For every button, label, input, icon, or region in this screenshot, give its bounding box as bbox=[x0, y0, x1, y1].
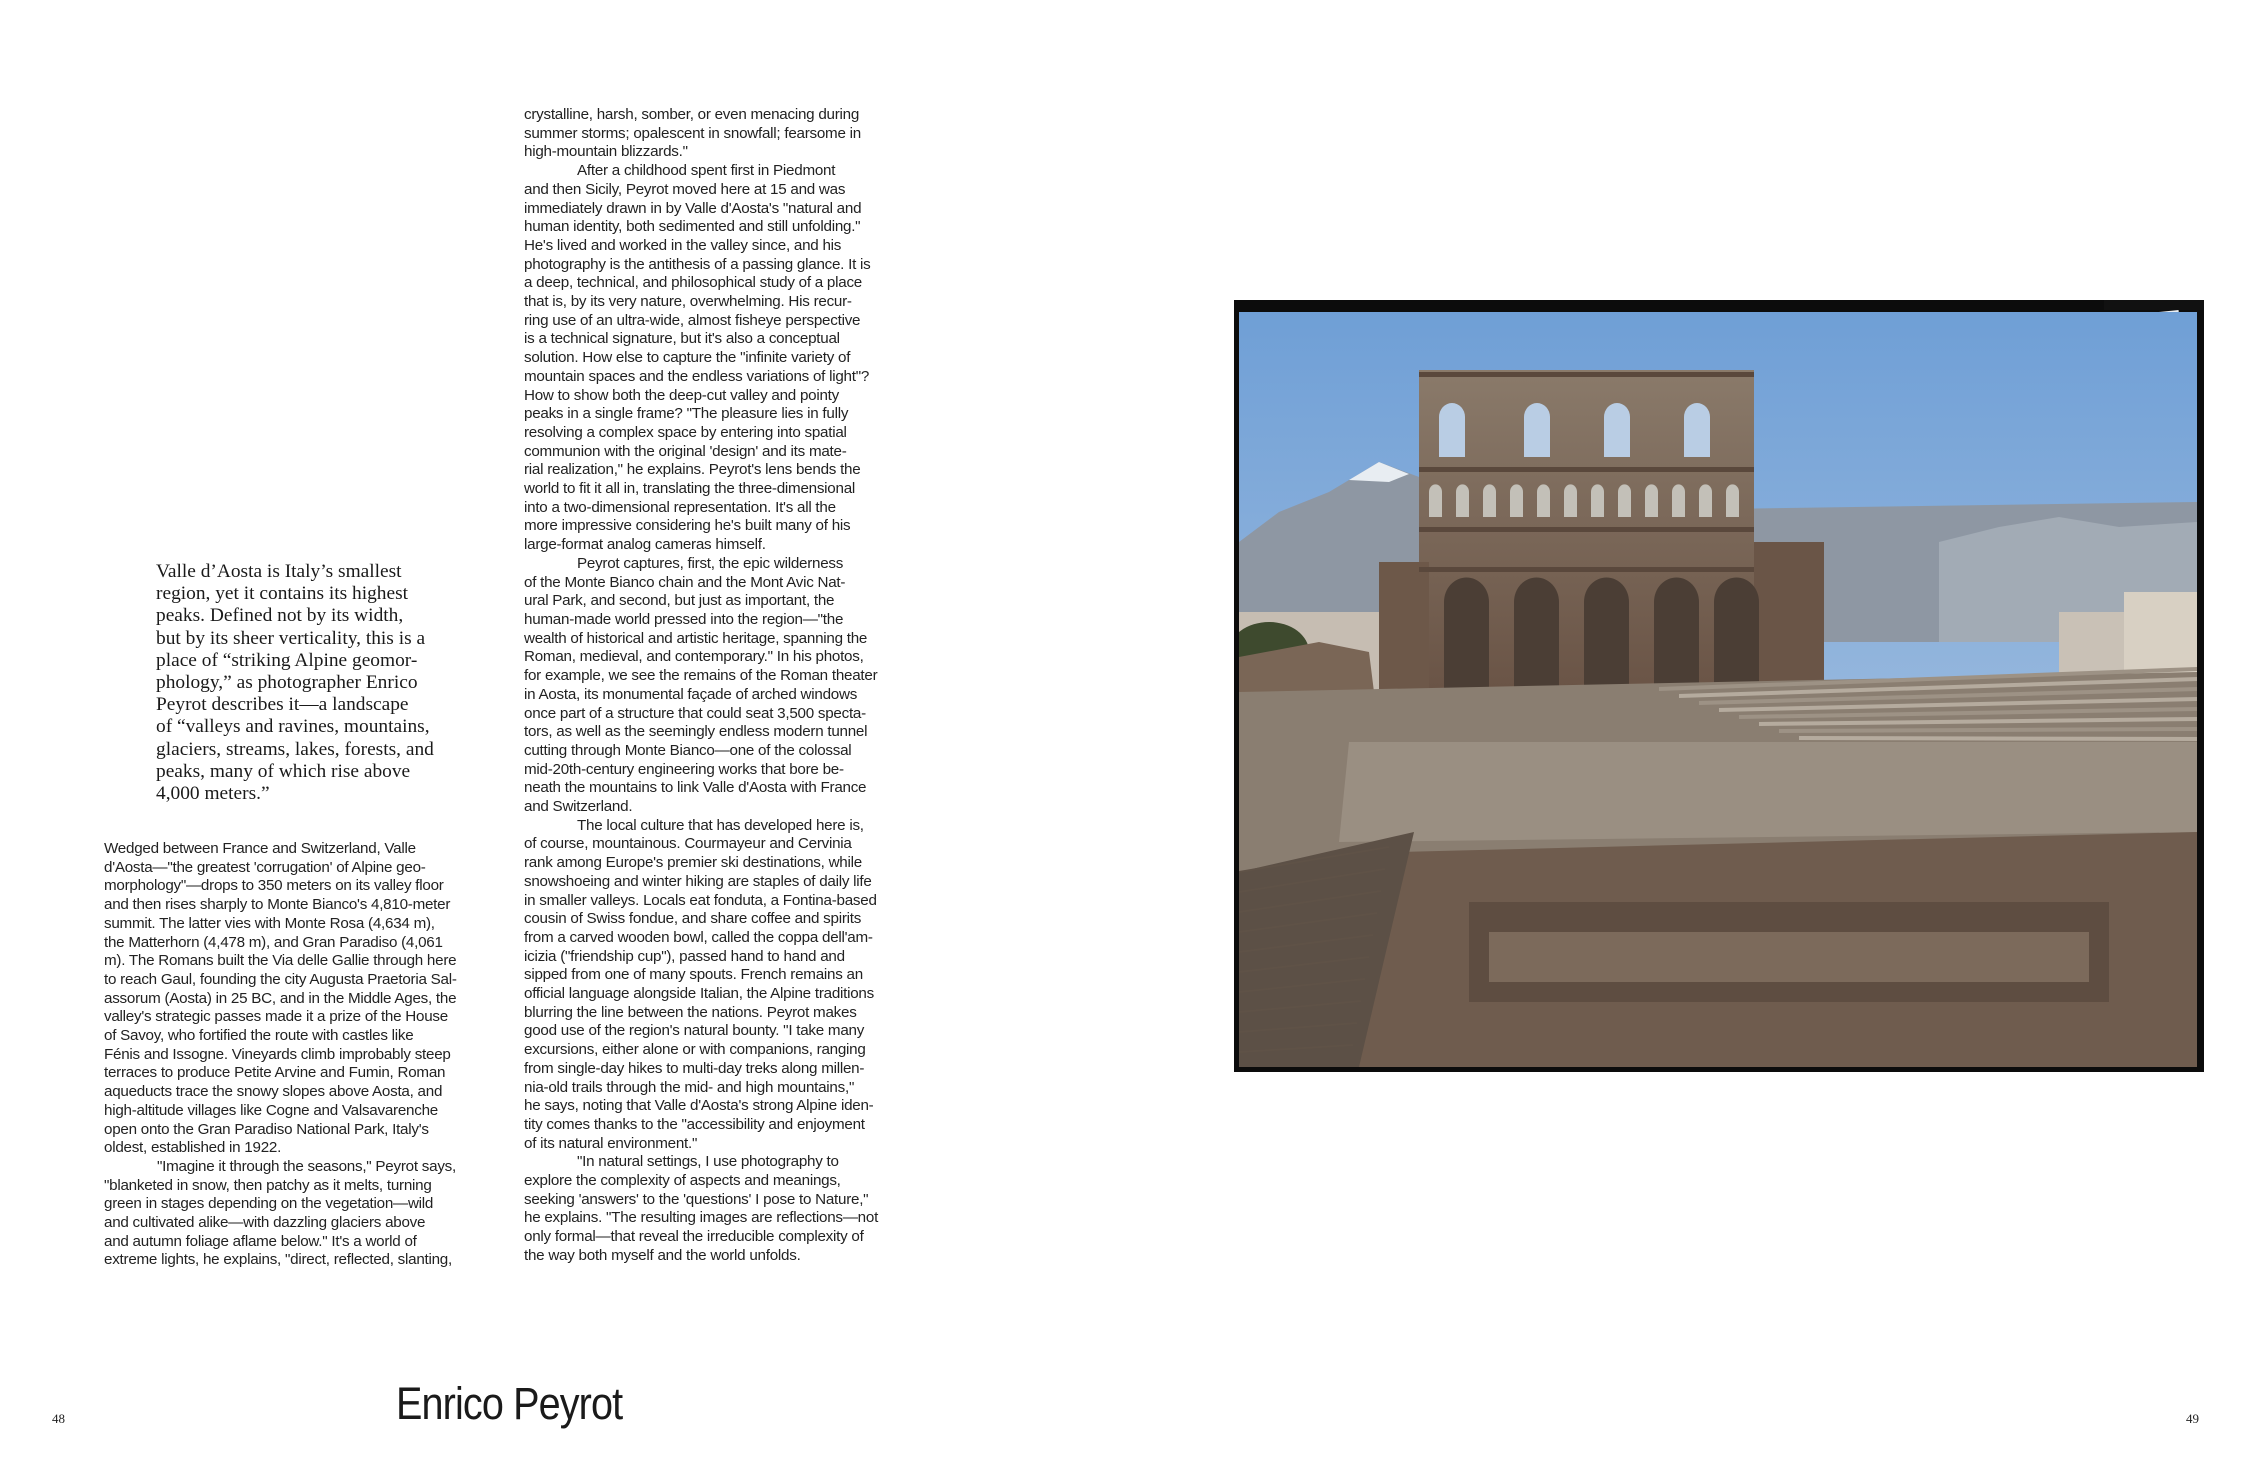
lower-arch-window bbox=[1591, 484, 1604, 517]
body-text-line: "blanketed in snow, then patchy as it melts, turning bbox=[104, 1176, 432, 1194]
body-text-line: Peyrot captures, first, the epic wilderness bbox=[577, 554, 844, 572]
pull-quote-line: peaks, many of which rise above bbox=[156, 760, 411, 782]
body-text-line: tity comes thanks to the "accessibility and enjoyment bbox=[524, 1115, 865, 1133]
body-text-line: large-format analog cameras himself. bbox=[524, 536, 766, 554]
body-text-line: "In natural settings, I use photography to bbox=[577, 1153, 839, 1171]
body-text-line: green in stages depending on the vegetation—wild bbox=[104, 1195, 434, 1213]
body-text-line: and then Sicily, Peyrot moved here at 15 and was bbox=[524, 180, 846, 198]
body-text-line: tors, as well as the seemingly endless modern tunnel bbox=[524, 723, 868, 741]
body-text-line: immediately drawn in by Valle d'Aosta's "natural and bbox=[524, 199, 862, 217]
lower-arch-window bbox=[1537, 484, 1550, 517]
body-text-line: aqueducts trace the snowy slopes above Aosta, and bbox=[104, 1083, 443, 1101]
photograph-roman-theater bbox=[1234, 300, 2204, 1072]
cornice-band bbox=[1419, 467, 1754, 472]
body-text-line: blurring the line between the nations. Peyrot makes bbox=[524, 1003, 857, 1021]
body-text-line: crystalline, harsh, somber, or even menacing during bbox=[524, 106, 860, 123]
body-text-line: human identity, both sedimented and still unfolding." bbox=[524, 218, 861, 236]
body-text-line: and then rises sharply to Monte Bianco's 4,810-meter bbox=[104, 896, 451, 914]
upper-arch-window bbox=[1524, 403, 1550, 457]
ground-arch bbox=[1444, 577, 1489, 690]
body-text-line: that is, by its very nature, overwhelming. His recur- bbox=[524, 293, 852, 311]
pull-quote-line: region, yet it contains its highest bbox=[156, 583, 409, 605]
body-text-line: Wedged between France and Switzerland, Valle bbox=[104, 840, 416, 857]
body-text-line: m). The Romans built the Via delle Gallie through here bbox=[104, 952, 457, 970]
body-text-line: cousin of Swiss fondue, and share coffee and spirits bbox=[524, 910, 862, 928]
lower-arch-window bbox=[1672, 484, 1685, 517]
body-text-line: summer storms; opalescent in snowfall; fearsome in bbox=[524, 124, 861, 142]
body-text-line: open onto the Gran Paradiso National Park, Italy's bbox=[104, 1120, 429, 1138]
pit-floor bbox=[1489, 932, 2089, 982]
lower-arch-window bbox=[1726, 484, 1739, 517]
body-text-line: assorum (Aosta) in 25 BC, and in the Middle Ages, the bbox=[104, 989, 457, 1007]
body-text-line: icizia ("friendship cup"), passed hand to hand and bbox=[524, 947, 845, 965]
body-text-line: terraces to produce Petite Arvine and Fumin, Roman bbox=[104, 1064, 446, 1082]
lower-arch-window bbox=[1483, 484, 1496, 517]
body-text-line: a deep, technical, and philosophical study of a place bbox=[524, 274, 862, 292]
lower-arch-window bbox=[1699, 484, 1712, 517]
body-text-line: in smaller valleys. Locals eat fonduta, a Fontina-based bbox=[524, 891, 877, 909]
lower-arch-window bbox=[1618, 484, 1631, 517]
body-text-line: solution. How else to capture the "infinite variety of bbox=[524, 349, 851, 367]
pull-quote-line: peaks. Defined not by its width, bbox=[156, 605, 404, 627]
ground-arch bbox=[1654, 577, 1699, 690]
body-text-line: How to show both the deep-cut valley and pointy bbox=[524, 386, 839, 404]
body-text-line: rank among Europe's premier ski destinations, while bbox=[524, 854, 862, 872]
body-text-line: excursions, either alone or with companions, ranging bbox=[524, 1041, 866, 1059]
body-text-line: world to fit it all in, translating the three-dimensional bbox=[524, 480, 856, 498]
pull-quote-line: Peyrot describes it—a landscape bbox=[156, 694, 409, 716]
pull-quote-line: Valle d’Aosta is Italy’s smallest bbox=[156, 561, 402, 582]
body-text-line: morphology"—drops to 350 meters on its valley floor bbox=[104, 877, 444, 895]
body-text-line: from single-day hikes to multi-day treks along millen- bbox=[524, 1059, 865, 1077]
lower-arch-window bbox=[1456, 484, 1469, 517]
body-text-line: human-made world pressed into the region—"the bbox=[524, 610, 844, 628]
lower-arch-window bbox=[1564, 484, 1577, 517]
body-text-line: communion with the original 'design' and its mate- bbox=[524, 442, 847, 460]
body-text-line: of course, mountainous. Courmayeur and Cervinia bbox=[524, 835, 852, 853]
body-text-line: to reach Gaul, founding the city Augusta Praetoria Sal- bbox=[104, 970, 457, 988]
body-text-line: d'Aosta—"the greatest 'corrugation' of Alpine geo- bbox=[104, 858, 426, 876]
body-text-line: resolving a complex space by entering into spatial bbox=[524, 423, 847, 441]
body-text-line: "Imagine it through the seasons," Peyrot says, bbox=[157, 1157, 456, 1175]
ground-arch bbox=[1584, 577, 1629, 690]
pull-quote-line: phology,” as photographer Enrico bbox=[156, 672, 418, 694]
body-text-line: official language alongside Italian, the Alpine traditions bbox=[524, 985, 874, 1003]
body-text-line: from a carved wooden bowl, called the coppa dell'am- bbox=[524, 928, 873, 946]
cornice-band bbox=[1419, 567, 1754, 572]
upper-arch-window bbox=[1684, 403, 1710, 457]
orchestra-floor bbox=[1339, 742, 2197, 842]
body-text-line: oldest, established in 1922. bbox=[104, 1139, 282, 1157]
body-text-line: mountain spaces and the endless variations of light"? bbox=[524, 367, 870, 385]
body-text-line: only formal—that reveal the irreducible complexity of bbox=[524, 1228, 864, 1246]
body-text-line: peaks in a single frame? "The pleasure lies in fully bbox=[524, 405, 849, 423]
body-text-line: the Matterhorn (4,478 m), and Gran Paradiso (4,061 bbox=[104, 933, 443, 951]
body-text-line: valley's strategic passes made it a prize of the House bbox=[104, 1008, 448, 1026]
body-text-line: of Savoy, who fortified the route with castles like bbox=[104, 1027, 414, 1045]
body-column-right bbox=[524, 106, 922, 1266]
body-text-line: ring use of an ultra-wide, almost fisheye perspective bbox=[524, 311, 861, 329]
body-text-line: Roman, medieval, and contemporary." In his photos, bbox=[524, 648, 864, 666]
body-text-line: he explains. "The resulting images are reflections—not bbox=[524, 1209, 879, 1227]
body-text-line: summit. The latter vies with Monte Rosa (4,634 m), bbox=[104, 914, 435, 932]
page-number-left: 48 bbox=[52, 1411, 65, 1426]
body-text-line: sipped from one of many spouts. French remains an bbox=[524, 966, 863, 984]
pull-quote-line: glaciers, streams, lakes, forests, and bbox=[156, 738, 434, 760]
pull-quote-line: but by its sheer verticality, this is a bbox=[156, 627, 426, 649]
pull-quote-line: 4,000 meters.” bbox=[156, 783, 270, 805]
body-text-line: seeking 'answers' to the 'questions' I pose to Nature," bbox=[524, 1190, 869, 1208]
body-text-line: more impressive considering he's built many of his bbox=[524, 517, 851, 535]
cornice-band bbox=[1419, 527, 1754, 532]
body-text-line: wealth of historical and artistic heritage, spanning the bbox=[524, 629, 868, 647]
body-text-line: high-altitude villages like Cogne and Valsavarenche bbox=[104, 1101, 438, 1119]
body-text-line: is a technical signature, but it's also a conceptual bbox=[524, 330, 840, 348]
body-text-line: After a childhood spent first in Piedmont bbox=[577, 162, 836, 180]
body-text-line: mid-20th-century engineering works that bore be- bbox=[524, 760, 844, 778]
lower-arch-window bbox=[1429, 484, 1442, 517]
body-text-line: for example, we see the remains of the Roman theater bbox=[524, 667, 878, 685]
body-text-line: the way both myself and the world unfolds. bbox=[524, 1246, 801, 1264]
body-text-line: of the Monte Bianco chain and the Mont Avic Nat- bbox=[524, 573, 846, 591]
cornice-band bbox=[1419, 372, 1754, 377]
lower-arch-window bbox=[1645, 484, 1658, 517]
body-text-line: of its natural environment." bbox=[524, 1134, 698, 1152]
body-text-line: The local culture that has developed here is, bbox=[577, 816, 864, 834]
running-title: Enrico Peyrot bbox=[396, 1378, 623, 1429]
body-text-line: in Aosta, its monumental façade of arched windows bbox=[524, 685, 858, 703]
body-text-line: photography is the antithesis of a passing glance. It is bbox=[524, 255, 871, 273]
page-number-right: 49 bbox=[2186, 1411, 2199, 1426]
photo-image bbox=[1239, 312, 2197, 1067]
body-text-line: and cultivated alike—with dazzling glaciers above bbox=[104, 1214, 426, 1232]
ground-arch bbox=[1514, 577, 1559, 690]
body-text-line: He's lived and worked in the valley since, and his bbox=[524, 236, 842, 254]
body-text-line: neath the mountains to link Valle d'Aosta with France bbox=[524, 779, 867, 797]
body-text-line: cutting through Monte Bianco—one of the colossal bbox=[524, 741, 852, 759]
pull-quote-line: place of “striking Alpine geomor- bbox=[156, 649, 418, 671]
body-text-line: and autumn foliage aflame below." It's a world of bbox=[104, 1232, 417, 1250]
body-text-line: he says, noting that Valle d'Aosta's strong Alpine iden- bbox=[524, 1097, 874, 1115]
body-text-line: high-mountain blizzards." bbox=[524, 143, 688, 161]
body-text-line: once part of a structure that could seat 3,500 specta- bbox=[524, 704, 866, 722]
ground-arch bbox=[1714, 577, 1759, 690]
body-text-line: Fénis and Issogne. Vineyards climb improbably steep bbox=[104, 1045, 451, 1063]
body-text-line: explore the complexity of aspects and meanings, bbox=[524, 1172, 841, 1190]
body-text-line: into a two-dimensional representation. It's all the bbox=[524, 498, 836, 516]
upper-arch-window bbox=[1604, 403, 1630, 457]
body-text-line: snowshoeing and winter hiking are staples of daily life bbox=[524, 872, 872, 890]
body-text-line: and Switzerland. bbox=[524, 798, 633, 816]
lower-arch-window bbox=[1510, 484, 1523, 517]
body-text-line: extreme lights, he explains, "direct, reflected, slanting, bbox=[104, 1251, 452, 1269]
film-edge-tab bbox=[2104, 300, 2204, 310]
pull-quote bbox=[156, 561, 482, 805]
pull-quote-line: of “valleys and ravines, mountains, bbox=[156, 716, 430, 738]
body-text-line: nia-old trails through the mid- and high mountains," bbox=[524, 1078, 855, 1096]
body-text-line: rial realization," he explains. Peyrot's lens bends the bbox=[524, 461, 861, 479]
body-text-line: ural Park, and second, but just as important, the bbox=[524, 592, 835, 610]
upper-arch-window bbox=[1439, 403, 1465, 457]
body-column-left bbox=[104, 840, 500, 1270]
body-text-line: good use of the region's natural bounty. "I take many bbox=[524, 1022, 865, 1040]
